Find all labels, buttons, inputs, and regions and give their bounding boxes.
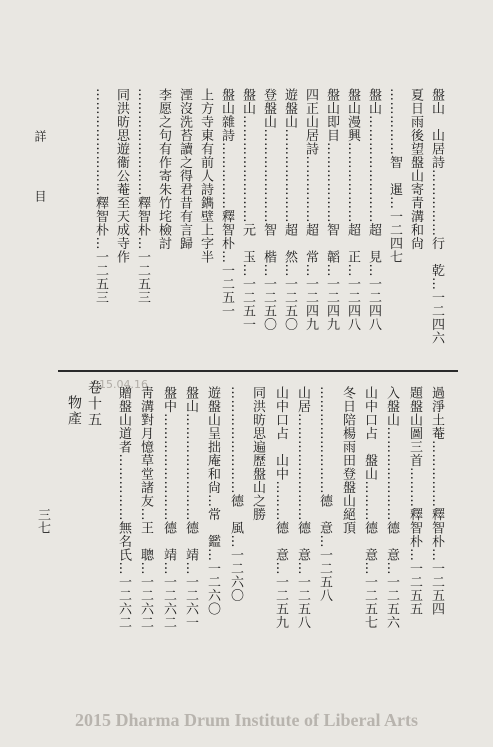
toc-entry: 李愿之句有作寄朱竹垞檢討 — [156, 88, 171, 250]
toc-entry: ……………………德 意…一二五八 — [317, 386, 332, 602]
toc-entry: 山中口占 山中………德 意…一二五九 — [273, 386, 288, 629]
toc-entry: 盤山……………………德 靖…一二六一 — [183, 386, 198, 629]
page-number: 三七 — [35, 508, 50, 534]
toc-entry: 靑溝對月憶草堂諸友…王 聰…一二六二 — [138, 386, 153, 629]
toc-entry: 四正山居詩……………超 常…一二四九 — [303, 88, 318, 331]
page-header: 詳 目 — [33, 130, 47, 220]
toc-entry: 題盤山圖三首………釋智朴…一二五五 — [407, 386, 422, 616]
toc-entry: ……………………釋智朴…一二五三 — [93, 88, 108, 304]
toc-entry: 登盤山…………………智 楷…一二五〇 — [261, 88, 276, 331]
toc-entry: ……………智 暹…一二四七 — [387, 88, 402, 264]
toc-entry: ……………………釋智朴…一二五三 — [135, 88, 150, 304]
toc-entry: 同洪昉思遊衞公菴至天成寺作 — [114, 88, 129, 264]
toc-entry: 遊盤山呈拙庵和尙…常 鑑…一二六〇 — [205, 386, 220, 616]
date-stamp: 015.04.16 — [92, 378, 148, 391]
toc-entry: ……………………德 風…一二六〇 — [228, 386, 243, 602]
toc-entry: 盤中……………………德 靖…一二六二 — [161, 386, 176, 629]
toc-entry: 盤山漫興………………超 正…一二四八 — [345, 88, 360, 331]
toc-entry: 夏日雨後望盤山寄青溝和尙 — [408, 88, 423, 250]
juan-category: 物產 — [66, 395, 82, 427]
section-divider — [58, 370, 458, 372]
toc-entry: 過淨土菴……………釋智朴…一二五四 — [429, 386, 444, 616]
toc-entry: 盤山即目………………智 韜…一二四九 — [324, 88, 339, 331]
toc-entry: 同洪昉思遍歷盤山之勝 — [250, 386, 265, 521]
toc-entry: 盤山……………………超 見…一二四八 — [366, 88, 381, 331]
toc-entry: 山中口占 盤山………德 意…一二五七 — [362, 386, 377, 629]
toc-entry: 盤山 山居詩……………行 乾…一二四六 — [429, 88, 444, 345]
toc-entry: 上方寺東有前人詩鐫壁上字半 — [198, 88, 213, 264]
toc-entry: 湮沒洗苔讀之得君昔有言歸 — [177, 88, 192, 250]
watermark-footer: 2015 Dharma Drum Institute of Liberal Arts — [75, 710, 418, 730]
juan-heading: 卷十五 — [86, 380, 102, 428]
toc-entry: 遊盤山…………………超 然…一二五〇 — [282, 88, 297, 331]
toc-entry: 山居……………………德 意…一二五八 — [295, 386, 310, 629]
toc-entry: 盤山……………………元 玉…一二五一 — [240, 88, 255, 331]
toc-entry: 入盤山…………………德 意…一二五六 — [384, 386, 399, 629]
toc-entry: 盤山雜詩……………釋智朴…一二五一 — [219, 88, 234, 318]
toc-entry: 贈盤山道者……………無名氏…一二六二 — [116, 386, 131, 629]
toc-entry: 冬日陪楊雨田登盤山絕頂 — [340, 386, 355, 535]
